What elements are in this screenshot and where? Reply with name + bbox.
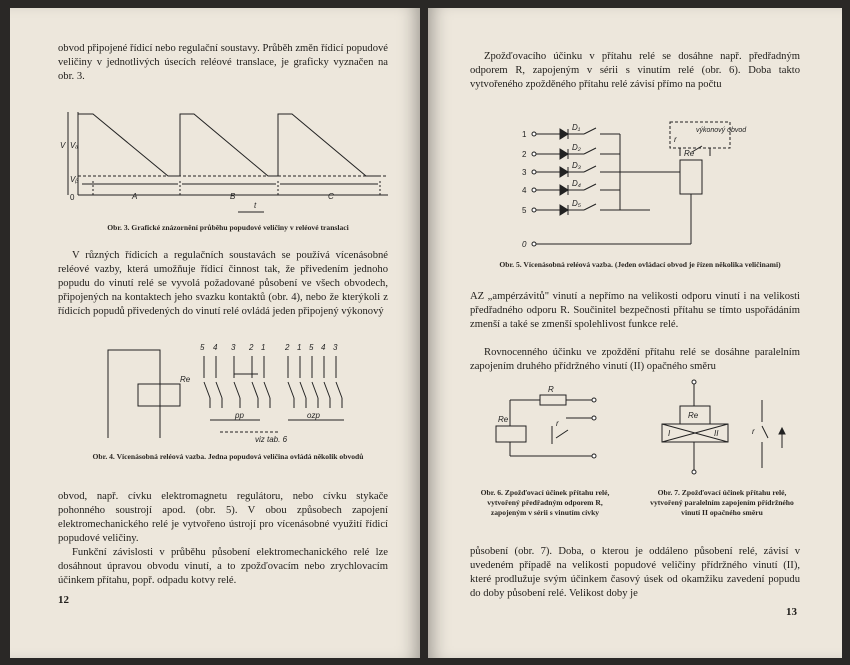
right-paragraph-2: AZ „ampérzávitů" vinutí a nepřímo na velikosti odporu vinutí i na velikosti předřadného odporu R. Součinitel bezpečnosti přítahu se tímto uspořádáním zmenší a také se zmenší spolehlivost funkce relé. [470,291,800,330]
fig5-diode-5: D₅ [572,199,581,208]
left-paragraph-4: Funkční závislosti v průběhu působení elektromechanického relé lze dosáhnout úpravou obvodu vinutí, a to zpožďovacím nebo zrychlovacím účinkem přítahu, popř. odpadu kotvy relé. [58,547,388,586]
fig4-re-label: Re [180,375,191,384]
figure-4-caption: Obr. 4. Vícenásobná reléová vazba. Jedna popudová veličina ovládá několik obvodů [92,452,364,461]
fig4-viz-label: viz tab. 6 [255,435,288,444]
figure-5-diagram [520,116,780,256]
fig4-num-5: 1 [261,343,266,352]
fig5-diode-3: D₃ [572,161,581,170]
figure-7-diagram [658,378,808,478]
fig3-label-va: Vₐ [70,141,79,150]
fig4-num-2: 4 [213,343,218,352]
fig7-r-label: r [752,427,755,436]
fig4-pp-label: pp [235,411,244,420]
figure-5-caption: Obr. 5. Vícenásobná reléová vazba. (Jeden ovládací obvod je řízen několika veličinami) [499,260,781,269]
figure-3-caption: Obr. 3. Grafické znázornění průběhu popudové veličiny v reléové translaci [107,223,349,232]
fig5-r-label: r [674,135,677,144]
fig5-input-2: 2 [522,150,527,159]
fig5-input-3: 3 [522,168,527,177]
fig4-num-9: 4 [321,343,326,352]
fig7-re-label: Re [688,411,699,420]
fig7-one-label: I [668,429,671,438]
right-paragraph-3: Rovnocenného účinku ve zpoždění přítahu relé se dosáhne paralelním zapojením druhého přídržného vinutí (II) opačného směru [470,347,800,372]
right-page-number: 13 [786,606,797,618]
figure-6-caption: Obr. 6. Zpožďovací účinek přítahu relé, vytvořený předřadným odporem R, zapojeným v sérii s vinutím cívky [480,488,610,517]
fig7-two-label: II [714,429,719,438]
fig5-input-0: 0 [522,240,527,249]
fig4-num-8: 5 [309,343,314,352]
fig3-label-t: t [254,201,257,210]
figure-7-caption: Obr. 7. Zpožďovací účinek přítahu relé, vytvořený paralelním zapojením přídržného vinutí II opačného směru [650,488,794,517]
fig3-label-a: A [132,192,138,201]
fig5-input-1: 1 [522,130,527,139]
fig5-input-4: 4 [522,186,527,195]
left-paragraph-3: obvod, např. cívku elektromagnetu regulátoru, nebo cívku stykače pohonného soustrojí apod. (obr. 5). V obou způsobech zapojení elektromechanického relé je vytvořeno ústrojí pro vícenásobné využití řídicí popudové veličiny. [58,491,388,544]
fig3-label-c: C [328,192,334,201]
fig6-r-label: r [556,419,559,428]
fig3-label-b: B [230,192,236,201]
figure-4-diagram [100,338,400,448]
fig5-re-label: Re [684,149,695,158]
left-page [10,8,420,658]
left-paragraph-2: V různých řídicích a regulačních soustavách se používá vícenásobné reléové vazby, která umožňuje řídicí činnost tak, že přivedením jednoho popudu do vinutí relé se vyvolá požadované působení ve všech obvodech, připojených na kontaktech jeho svazku kontaktů (obr. 4), nebo že kterýkoli z řídicích popudů přivedených do vinutí relé ovládá jeden připojený výkonový [58,250,388,317]
fig5-diode-1: D₁ [572,123,581,132]
fig5-diode-4: D₄ [572,179,581,188]
fig4-num-4: 2 [249,343,254,352]
figure-3-graph [58,100,398,220]
fig5-input-5: 5 [522,206,527,215]
fig4-num-10: 3 [333,343,338,352]
fig4-num-3: 3 [231,343,236,352]
fig4-num-7: 1 [297,343,302,352]
fig4-num-6: 2 [285,343,290,352]
fig5-diode-2: D₂ [572,143,581,152]
fig6-r-res-label: R [548,385,554,394]
figure-6-diagram [490,386,620,476]
fig5-power-label: výkonový obvod [696,127,747,134]
left-paragraph-1: obvod připojené řídicí nebo regulační soustavy. Průběh změn řídicí popudové veličiny v jednotlivých úsecích reléové translace, je graficky vyznačen na obr. 3. [58,43,388,82]
right-page [428,8,842,658]
right-paragraph-1: Zpožďovacího účinku v přítahu relé se dosáhne např. předřadným odporem R, zapojeným v sérii s vinutím relé (obr. 6). Doba takto vytvořeného zpožděného přítahu relé závisí přímo na počtu [470,51,800,90]
right-paragraph-4: působení (obr. 7). Doba, o kterou je oddáleno působení relé, závisí v uvedeném případě na velikosti popudové veličiny přídržného vinutí (II), které prodlužuje svým účinkem časový úsek od okamžiku zavedení popudu do doby působení relé. Velikost doby je [470,546,800,599]
fig4-num-1: 5 [200,343,205,352]
fig6-re-label: Re [498,415,509,424]
fig3-label-zero: 0 [70,193,75,202]
left-page-number: 12 [58,594,69,606]
fig3-label-vb: Vᵦ [70,175,79,184]
fig4-ozp-label: ozp [307,411,320,420]
fig3-label-v: V [60,141,66,150]
